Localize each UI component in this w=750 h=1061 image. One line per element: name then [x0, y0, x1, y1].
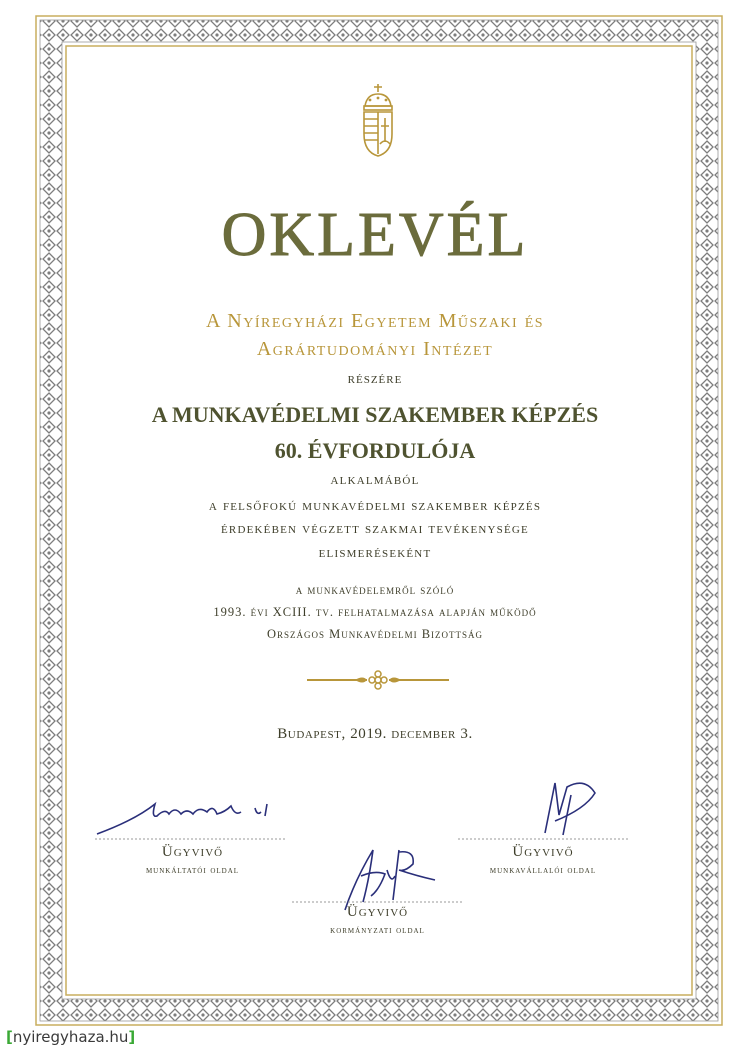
document-title: OKLEVÉL	[221, 201, 529, 269]
signature-right	[525, 775, 615, 845]
signature-left	[95, 790, 285, 840]
signature-side-right: munkavállalói oldal	[489, 865, 597, 876]
institution-line-2: Agrártudományi Intézet	[256, 338, 494, 360]
gold-divider-ornament-icon	[305, 669, 451, 691]
institution-line-1: A Nyíregyházi Egyetem Műszaki és	[205, 310, 545, 332]
body-line-4: elismeréseként	[318, 545, 432, 561]
place-and-date: Budapest, 2019. december 3.	[277, 726, 473, 742]
hungarian-coat-of-arms-icon	[358, 82, 398, 158]
signature-role-left: Ügyvivő	[161, 844, 224, 860]
signature-role-center: Ügyvivő	[346, 904, 409, 920]
issuer-line-1: a munkavédelemről szóló	[295, 583, 455, 597]
signature-role-right: Ügyvivő	[512, 844, 574, 860]
signature-side-center: kormányzati oldal	[330, 925, 425, 936]
signature-block-center	[305, 904, 450, 936]
body-line-1: alkalmából	[330, 472, 420, 488]
issuer-line-2: 1993. évi XCIII. tv. felhatalmazása alapján működő	[213, 605, 537, 619]
signature-block-right	[462, 844, 624, 876]
recipient-preposition: részére	[347, 371, 403, 387]
issuer-line-3: Országos Munkavédelmi Bizottság	[266, 627, 484, 641]
occasion-heading-line-2: 60. ÉVFORDULÓJA	[274, 438, 476, 463]
signature-block-left	[120, 844, 265, 876]
body-line-3: érdekében végzett szakmai tevékenysége	[221, 521, 529, 537]
watermark-bracket-left: [	[6, 1028, 13, 1046]
signature-line-right	[458, 837, 628, 841]
occasion-heading-line-1: A MUNKAVÉDELMI SZAKEMBER KÉPZÉS	[151, 402, 599, 427]
watermark-bracket-right: ]	[128, 1028, 136, 1046]
body-line-2: a felsőfokú munkavédelmi szakember képzés	[208, 498, 542, 514]
watermark-text: nyiregyhaza.hu	[12, 1028, 129, 1046]
signature-side-left: munkáltatói oldal	[145, 865, 240, 876]
signature-line-left	[95, 837, 285, 841]
source-watermark	[6, 1028, 135, 1046]
